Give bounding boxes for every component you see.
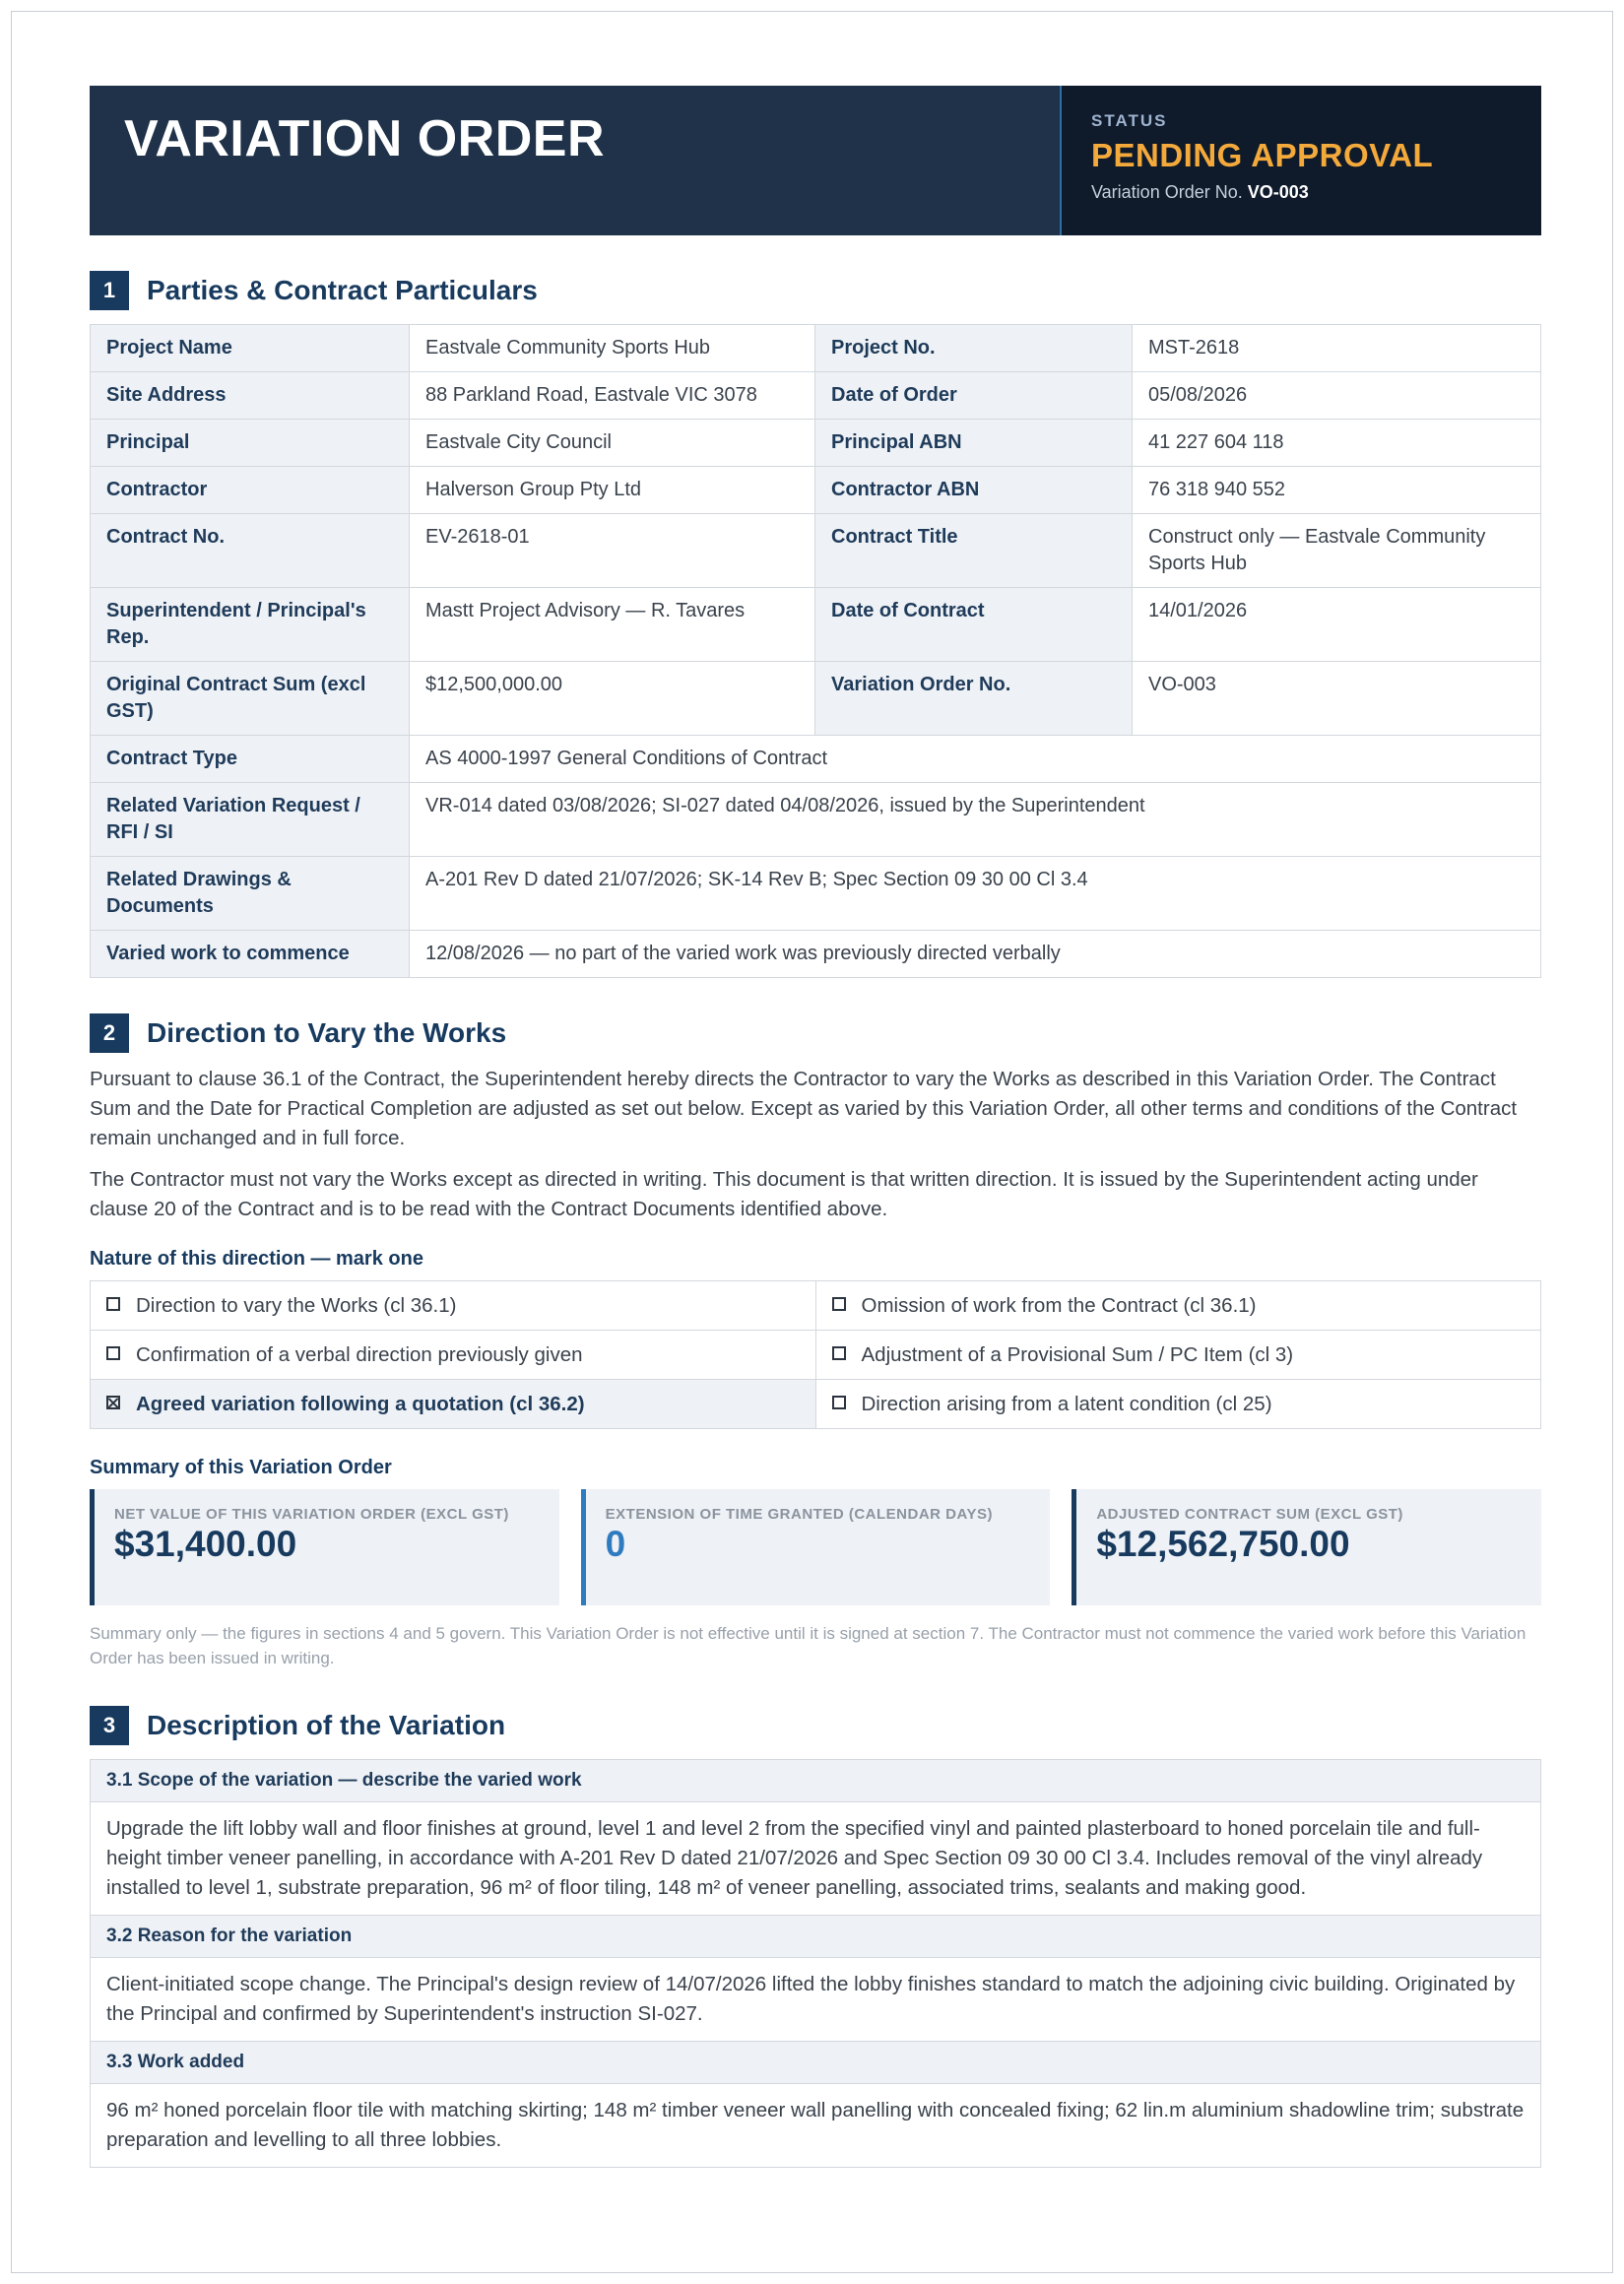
checkbox-icon[interactable] — [106, 1346, 120, 1360]
field-value: Eastvale Community Sports Hub — [410, 325, 815, 372]
field-value: 41 227 604 118 — [1133, 420, 1541, 467]
direction-option[interactable] — [815, 1281, 1541, 1331]
section-number: 2 — [90, 1013, 129, 1053]
section-title: Description of the Variation — [147, 1710, 506, 1740]
field-label: Contractor — [91, 467, 410, 514]
field-label: Variation Order No. — [815, 662, 1133, 736]
section-3-heading — [90, 1706, 1541, 1745]
card-label: NET VALUE OF THIS VARIATION ORDER (EXCL GST) — [114, 1506, 509, 1523]
field-label: Project Name — [91, 325, 410, 372]
title-panel — [90, 86, 1060, 235]
card-label: ADJUSTED CONTRACT SUM (EXCL GST) — [1096, 1506, 1403, 1523]
field-value: MST-2618 — [1133, 325, 1541, 372]
direction-paragraph: The Contractor must not vary the Works except as directed in writing. This document is that written direction. It is issued by the Superintendent acting under clause 20 of the Contract and is to be read with the Contract Documents identified above. — [90, 1168, 1478, 1220]
nature-heading: Nature of this direction — mark one — [90, 1248, 423, 1270]
particulars-row — [91, 420, 1541, 467]
particulars-row — [91, 736, 1541, 783]
direction-option[interactable] — [815, 1380, 1541, 1429]
field-value: Mastt Project Advisory — R. Tavares — [410, 588, 815, 662]
vo-number-line — [1091, 182, 1512, 203]
particulars-row — [91, 662, 1541, 736]
field-value: 12/08/2026 — no part of the varied work was previously directed verbally — [410, 931, 1541, 978]
document-content — [90, 86, 1541, 2168]
direction-paragraph: Pursuant to clause 36.1 of the Contract, the Superintendent hereby directs the Contractor to vary the Works as described in this Variation Order. The Contract Sum and the Date for Practical Completion are adjusted as set out below. Except as varied by this Variation Order, all other terms and conditions of the Contract remain unchanged and in full force. — [90, 1068, 1518, 1149]
option-label: Omission of work from the Contract (cl 36.1) — [861, 1293, 1257, 1317]
field-label: Contractor ABN — [815, 467, 1133, 514]
card-value: 0 — [605, 1524, 626, 1564]
card-value: $31,400.00 — [114, 1524, 297, 1564]
option-label: Direction arising from a latent condition (cl 25) — [861, 1392, 1272, 1415]
direction-option[interactable] — [91, 1331, 816, 1380]
field-value: A-201 Rev D dated 21/07/2026; SK-14 Rev B; Spec Section 09 30 00 Cl 3.4 — [410, 857, 1541, 931]
field-value: 14/01/2026 — [1133, 588, 1541, 662]
checkbox-icon[interactable] — [832, 1297, 846, 1311]
checkbox-icon[interactable] — [832, 1346, 846, 1360]
scope-body: Upgrade the lift lobby wall and floor finishes at ground, level 1 and level 2 from the specified vinyl and painted plasterboard to honed porcelain tile and full-height timber veneer panelling, in accordance with A-201 Rev D dated 21/07/2026 and Spec Section 09 30 00 Cl 3.4. Includes removal of the vinyl already installed to level 1, substrate preparation, 96 m² of floor tiling, 148 m² of veneer panelling, associated trims, sealants and making good. — [91, 1802, 1540, 1916]
field-value: EV-2618-01 — [410, 514, 815, 588]
field-label: Date of Order — [815, 372, 1133, 420]
field-label: Date of Contract — [815, 588, 1133, 662]
field-label: Contract Title — [815, 514, 1133, 588]
direction-option[interactable] — [815, 1331, 1541, 1380]
description-table — [90, 1759, 1541, 2168]
options-row — [91, 1380, 1541, 1429]
field-value: $12,500,000.00 — [410, 662, 815, 736]
field-value: Construct only — Eastvale Community Sports Hub — [1133, 514, 1541, 588]
checked-checkbox-icon[interactable] — [106, 1396, 120, 1409]
particulars-row — [91, 325, 1541, 372]
particulars-row — [91, 372, 1541, 420]
header-banner — [90, 86, 1541, 235]
reason-body: Client-initiated scope change. The Principal's design review of 14/07/2026 lifted the lobby finishes standard to match the adjoining civic building. Originated by the Principal and confirmed by Superintendent's instruction SI-027. — [91, 1958, 1540, 2042]
option-label: Agreed variation following a quotation (cl 36.2) — [136, 1392, 585, 1415]
field-value: Eastvale City Council — [410, 420, 815, 467]
summary-card-net-value — [90, 1489, 559, 1605]
section-title: Direction to Vary the Works — [147, 1017, 507, 1048]
field-label: Varied work to commence — [91, 931, 410, 978]
section-2-heading — [90, 1013, 1541, 1053]
reason-heading: 3.2 Reason for the variation — [91, 1916, 1540, 1958]
option-label: Direction to vary the Works (cl 36.1) — [136, 1293, 457, 1317]
card-value: $12,562,750.00 — [1096, 1524, 1350, 1564]
status-label: STATUS — [1091, 111, 1168, 130]
summary-card-eot — [581, 1489, 1051, 1605]
field-value: 05/08/2026 — [1133, 372, 1541, 420]
status-value: PENDING APPROVAL — [1091, 137, 1434, 173]
field-label: Related Drawings & Documents — [91, 857, 410, 931]
checkbox-icon[interactable] — [832, 1396, 846, 1409]
section-number: 1 — [90, 271, 129, 310]
document-title: VARIATION ORDER — [124, 110, 606, 167]
field-label: Superintendent / Principal's Rep. — [91, 588, 410, 662]
section-1-heading — [90, 271, 1541, 310]
field-label: Principal — [91, 420, 410, 467]
status-panel — [1060, 86, 1541, 235]
particulars-row — [91, 931, 1541, 978]
field-label: Principal ABN — [815, 420, 1133, 467]
work-added-body: 96 m² honed porcelain floor tile with matching skirting; 148 m² timber veneer wall panelling with concealed fixing; 62 lin.m aluminium shadowline trim; substrate preparation and levelling to all three lobbies. — [106, 2099, 1525, 2151]
option-label: Adjustment of a Provisional Sum / PC Item (cl 3) — [861, 1342, 1294, 1366]
summary-card-adjusted-sum — [1072, 1489, 1541, 1605]
card-label: EXTENSION OF TIME GRANTED (CALENDAR DAYS) — [605, 1506, 993, 1523]
options-row — [91, 1331, 1541, 1380]
section-number: 3 — [90, 1706, 129, 1745]
field-label: Contract No. — [91, 514, 410, 588]
particulars-row — [91, 467, 1541, 514]
nature-options — [90, 1280, 1541, 1429]
option-label: Confirmation of a verbal direction previously given — [136, 1342, 583, 1366]
particulars-row — [91, 783, 1541, 857]
field-label: Project No. — [815, 325, 1133, 372]
field-value: 88 Parkland Road, Eastvale VIC 3078 — [410, 372, 815, 420]
direction-option[interactable] — [91, 1380, 816, 1429]
field-value: 76 318 940 552 — [1133, 467, 1541, 514]
field-label: Related Variation Request / RFI / SI — [91, 783, 410, 857]
checkbox-icon[interactable] — [106, 1297, 120, 1311]
vo-number-label: Variation Order No. — [1091, 182, 1243, 202]
particulars-table — [90, 324, 1541, 978]
options-row — [91, 1281, 1541, 1331]
particulars-row — [91, 588, 1541, 662]
particulars-row — [91, 857, 1541, 931]
particulars-row — [91, 514, 1541, 588]
direction-option[interactable] — [91, 1281, 816, 1331]
work-added-heading: 3.3 Work added — [91, 2042, 1540, 2084]
summary-note: Summary only — the figures in sections 4 and 5 govern. This Variation Order is not effective until it is signed at section 7. The Contractor must not commence the varied work before this Variation Order has been issued in writing. — [90, 1624, 1527, 1667]
field-value: AS 4000-1997 General Conditions of Contract — [410, 736, 1541, 783]
summary-cards — [90, 1489, 1541, 1605]
field-label: Original Contract Sum (excl GST) — [91, 662, 410, 736]
field-label: Contract Type — [91, 736, 410, 783]
document-page — [11, 11, 1613, 2273]
summary-heading: Summary of this Variation Order — [90, 1457, 392, 1478]
scope-heading: 3.1 Scope of the variation — describe the varied work — [91, 1760, 1540, 1802]
field-value: VO-003 — [1133, 662, 1541, 736]
field-value: Halverson Group Pty Ltd — [410, 467, 815, 514]
section-title: Parties & Contract Particulars — [147, 275, 538, 305]
field-label: Site Address — [91, 372, 410, 420]
vo-number-value: VO-003 — [1247, 182, 1309, 202]
field-value: VR-014 dated 03/08/2026; SI-027 dated 04/08/2026, issued by the Superintendent — [410, 783, 1541, 857]
